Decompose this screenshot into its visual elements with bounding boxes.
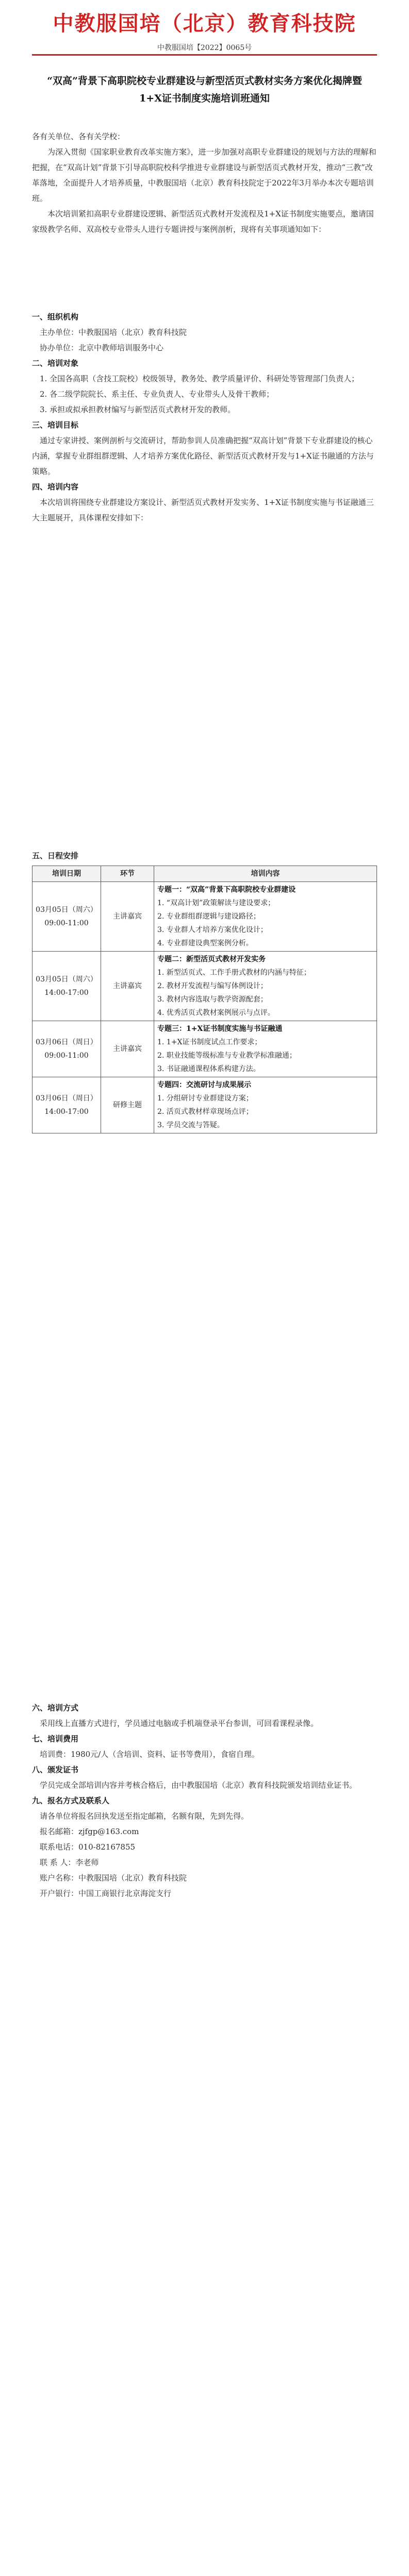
section-line: 联系电话：010-82167855 [40,1842,136,1852]
section-heading: 八、颁发证书 [32,1765,79,1774]
schedule-item: 1. 1+X证书制度试点工作要求； [157,1038,262,1046]
section-line: 账户名称：中教服国培（北京）教育科技院 [40,1873,187,1883]
section-line: 1. 全国各高职（含技工院校）校级领导，教务处、教学质量评价、科研处等管理部门负责人； [40,374,359,383]
section-line: 开户银行：中国工商银行北京海淀支行 [40,1889,172,1898]
section-heading: 三、培训目标 [32,420,79,430]
section-line: 报名邮箱：zjfgp@163.com [40,1827,139,1836]
schedule-content [154,952,377,1021]
schedule-topic: 专题三：1+X证书制度实施与书证融通 [157,1025,283,1033]
schedule-row [32,882,377,952]
section-heading: 六、培训方式 [32,1703,79,1713]
schedule-header-cell: 环节 [101,866,154,882]
schedule-item: 4. 优秀活页式教材案例展示与点评。 [157,1009,275,1017]
schedule-role: 主讲嘉宾 [101,882,154,952]
schedule-item: 2. 活页式教材样章现场点评； [157,1108,253,1116]
section-line: 2. 各二级学院院长、系主任、专业负责人、专业带头人及骨干教师； [40,389,274,399]
schedule-content [154,882,377,952]
schedule-body [32,882,377,1133]
schedule-item: 1. “双高计划”政策解读与建设要求； [157,899,275,907]
schedule-topic: 专题二：新型活页式教材开发实务 [157,955,266,963]
schedule-content [154,1077,377,1133]
section-line: 协办单位：北京中教师培训服务中心 [40,343,164,352]
schedule-item: 2. 专业群组群逻辑与建设路径； [157,912,260,921]
document-number: 中教服国培【2022】0065号 [157,44,252,52]
schedule-item: 4. 专业群建设典型案例分析。 [157,939,253,947]
schedule-time: 03月05日（周六）14:00-17:00 [32,952,101,1021]
schedule-item: 3. 教材内容选取与教学资源配套； [157,995,268,1004]
schedule-item: 1. 分组研讨专业群建设方案； [157,1094,253,1103]
schedule-item: 3. 书证融通课程体系构建方法。 [157,1065,260,1073]
section-line: 3. 承担或拟承担教材编写与新型活页式教材开发的教师。 [40,405,236,414]
schedule-item: 3. 学员交流与答疑。 [157,1121,224,1129]
schedule-item: 2. 职业技能等级标准与专业教学标准融通； [157,1052,297,1060]
schedule-item: 1. 新型活页式、工作手册式教材的内涵与特征； [157,969,311,977]
section-line: 培训费：1980元/人（含培训、资料、证书等费用），食宿自理。 [40,1750,259,1759]
section-line: 通过专家讲授、案例剖析与交流研讨，帮助参训人员准确把握“双高计划”背景下专业群建设的核心内涵，掌握专业群组群逻辑、人才培养方案优化路径、新型活页式教材开发与1+X证书融通的方法与策略。 [32,436,374,476]
schedule-role: 主讲嘉宾 [101,952,154,1021]
schedule-item: 3. 专业群人才培养方案优化设计； [157,926,268,934]
section-line: 联 系 人：李老师 [40,1858,99,1867]
org-title: 中教服国培（北京）教育科技院 [53,12,356,36]
section-line: 主办单位：中教服国培（北京）教育科技院 [40,328,187,337]
intro-paragraph: 为深入贯彻《国家职业教育改革实施方案》，进一步加强对高职专业群建设的规划与方法的理解和把握，在“双高计划”背景下引导高职院校科学推进专业群建设与新型活页式教材开发，推动“三教”改革落地，全面提升人才培养质量，中教服国培（北京）教育科技院定于2022年3月举办本次专题培训班。 [32,147,377,203]
schedule-header-cell: 培训内容 [154,866,377,882]
schedule-role: 主讲嘉宾 [101,1021,154,1077]
intro-paragraph: 本次培训紧扣高职专业群建设逻辑、新型活页式教材开发流程及1+X证书制度实施要点，邀请国家级教学名师、双高校专业带头人进行专题讲授与案例剖析，现将有关事项通知如下： [32,209,374,234]
section-heading: 九、报名方式及联系人 [32,1796,110,1805]
schedule-content [154,1021,377,1077]
schedule-item: 2. 教材开发流程与编写体例设计； [157,982,268,990]
section-line: 学员完成全部培训内容并考核合格后，由中教服国培（北京）教育科技院颁发培训结业证书。 [40,1781,357,1790]
section-heading: 七、培训费用 [32,1734,79,1743]
section-heading: 二、培训对象 [32,359,79,368]
schedule-topic: 专题四：交流研讨与成果展示 [157,1081,251,1089]
schedule-time: 03月05日（周六）09:00-11:00 [32,882,101,952]
notice-title: “双高”背景下高职院校专业群建设与新型活页式教材实务方案优化揭牌暨1+X证书制度实施培训班通知 [47,75,362,104]
section-line: 本次培训将围绕专业群建设方案设计、新型活页式教材开发实务、1+X证书制度实施与书证融通三大主题展开，具体课程安排如下： [32,498,374,522]
sections-block [32,309,377,526]
schedule-header-row [32,866,377,882]
schedule-time: 03月06日（周日）14:00-17:00 [32,1077,101,1133]
after-sections-block [32,1700,377,1901]
schedule-heading: 五、日程安排 [32,851,79,860]
section-heading: 四、培训内容 [32,482,79,492]
section-line: 请各单位将报名回执发送至指定邮箱，名额有限，先到先得。 [40,1811,249,1821]
schedule-row [32,1077,377,1133]
schedule-header-cell: 培训日期 [32,866,101,882]
salutation: 各有关单位、各有关学校： [32,132,125,141]
schedule-role: 研修主题 [101,1077,154,1133]
intro-block [32,129,377,237]
section-line: 采用线上直播方式进行，学员通过电脑或手机端登录平台参训，可回看课程录像。 [40,1719,319,1728]
schedule-row [32,1021,377,1077]
schedule-row [32,952,377,1021]
schedule-table [32,866,377,1133]
schedule-topic: 专题一：“双高”背景下高职院校专业群建设 [157,886,296,894]
header-rule [32,54,377,56]
section-heading: 一、组织机构 [32,312,79,321]
schedule-time: 03月06日（周日）09:00-11:00 [32,1021,101,1077]
